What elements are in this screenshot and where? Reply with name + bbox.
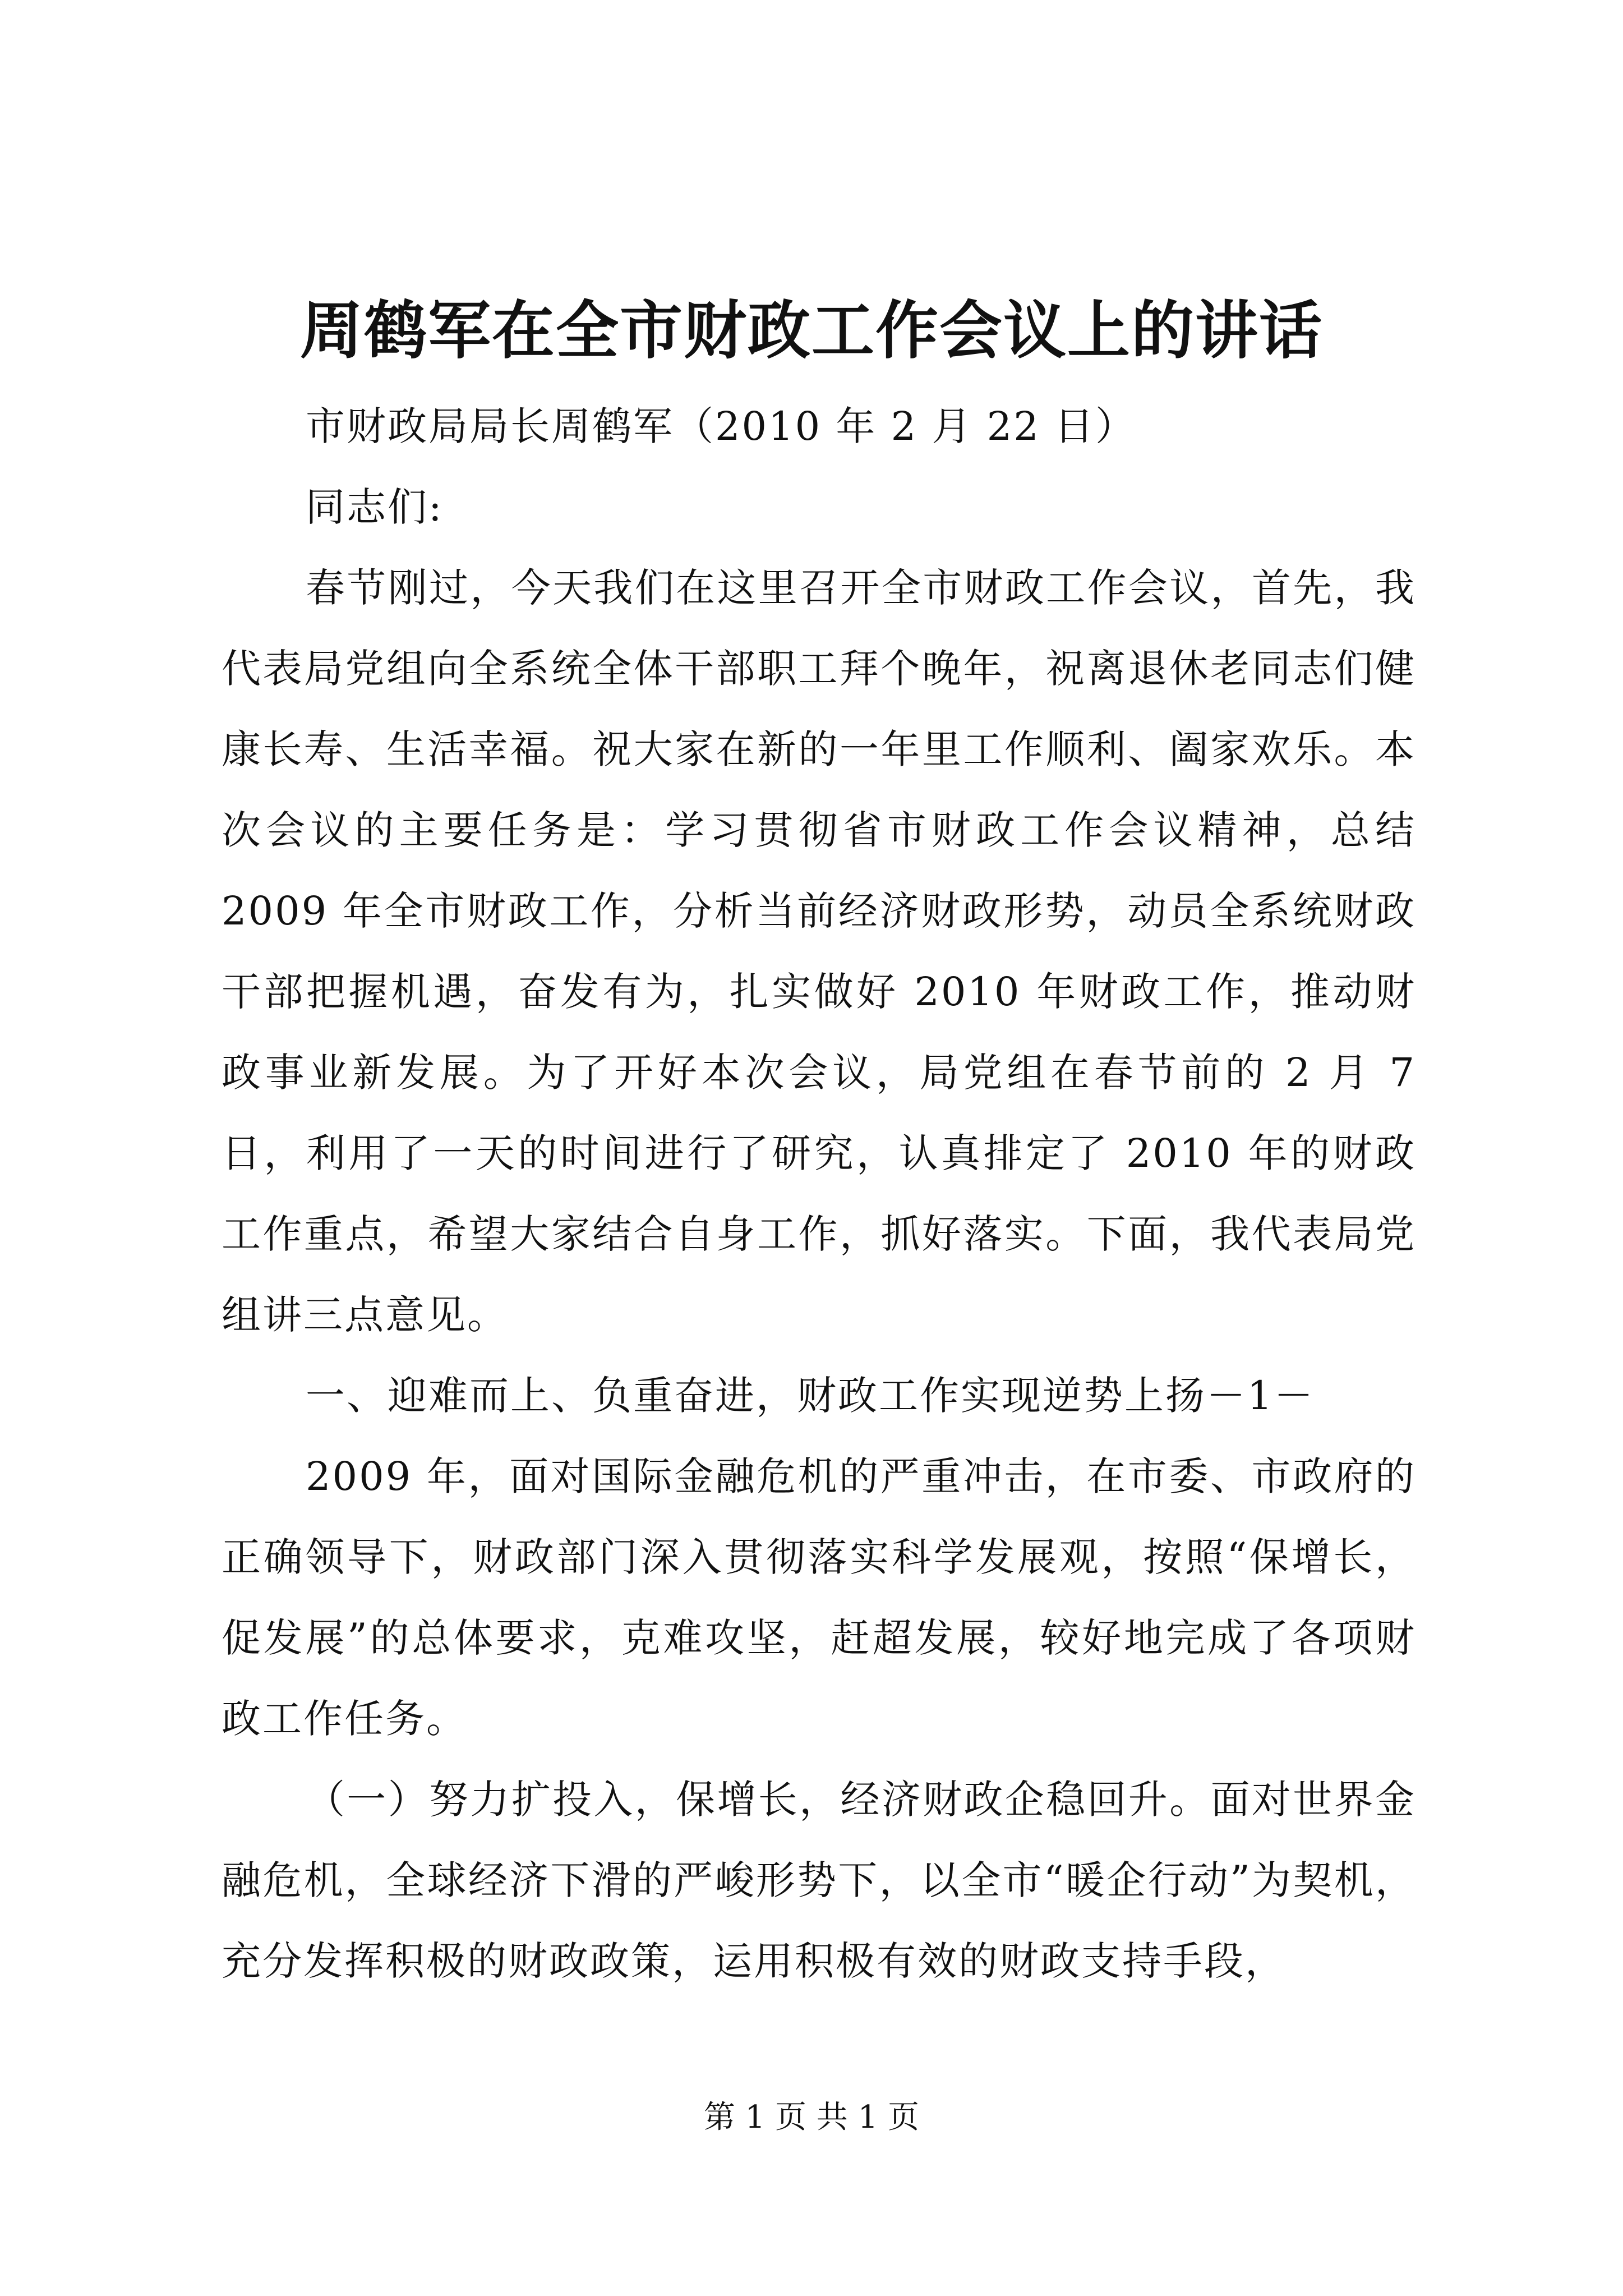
paragraph-opening: 春节刚过，今天我们在这里召开全市财政工作会议，首先，我代表局党组向全系统全体干部职工拜个晚年，祝离退休老同志们健康长寿、生活幸福。祝大家在新的一年里工作顺利、阖家欢乐。本次会议的主要任务是：学习贯彻省市财政工作会议精神，总结 2009 年全市财政工作，分析当前经济财政形势，动员全系统财政干部把握机遇，奋发有为，扎实做好 2010 年财政工作，推动财政事业新发展。为了开好本次会议，局党组在春节前的 2 月 7 日，利用了一天的时间进行了研究，认真排定了 2010 年的财政工作重点，希望大家结合自身工作，抓好落实。下面，我代表局党组讲三点意见。: [222, 565, 1416, 1338]
paragraph-2009-summary: 2009 年，面对国际金融危机的严重冲击，在市委、市政府的正确领导下，财政部门深入贯彻落实科学发展观，按照“保增长，促发展”的总体要求，克难攻坚，赶超发展，较好地完成了各项财政工作任务。: [222, 1453, 1416, 1742]
page-footer: 第 1 页 共 1 页: [703, 2099, 920, 2136]
document-body: [222, 386, 1416, 2001]
document-title: 周鹤军在全市财政工作会议上的讲话: [300, 294, 1323, 367]
byline: 市财政局局长周鹤军（2010 年 2 月 22 日）: [306, 403, 1137, 449]
salutation: 同志们:: [306, 484, 444, 530]
section-heading-1: 一、迎难而上、负重奋进，财政工作实现逆势上扬－1－: [306, 1373, 1315, 1419]
paragraph-subsection-1: （一）努力扩投入，保增长，经济财政企稳回升。面对世界金融危机，全球经济下滑的严峻形势下，以全市“暖企行动”为契机，充分发挥积极的财政政策，运用积极有效的财政支持手段，: [222, 1777, 1416, 1984]
